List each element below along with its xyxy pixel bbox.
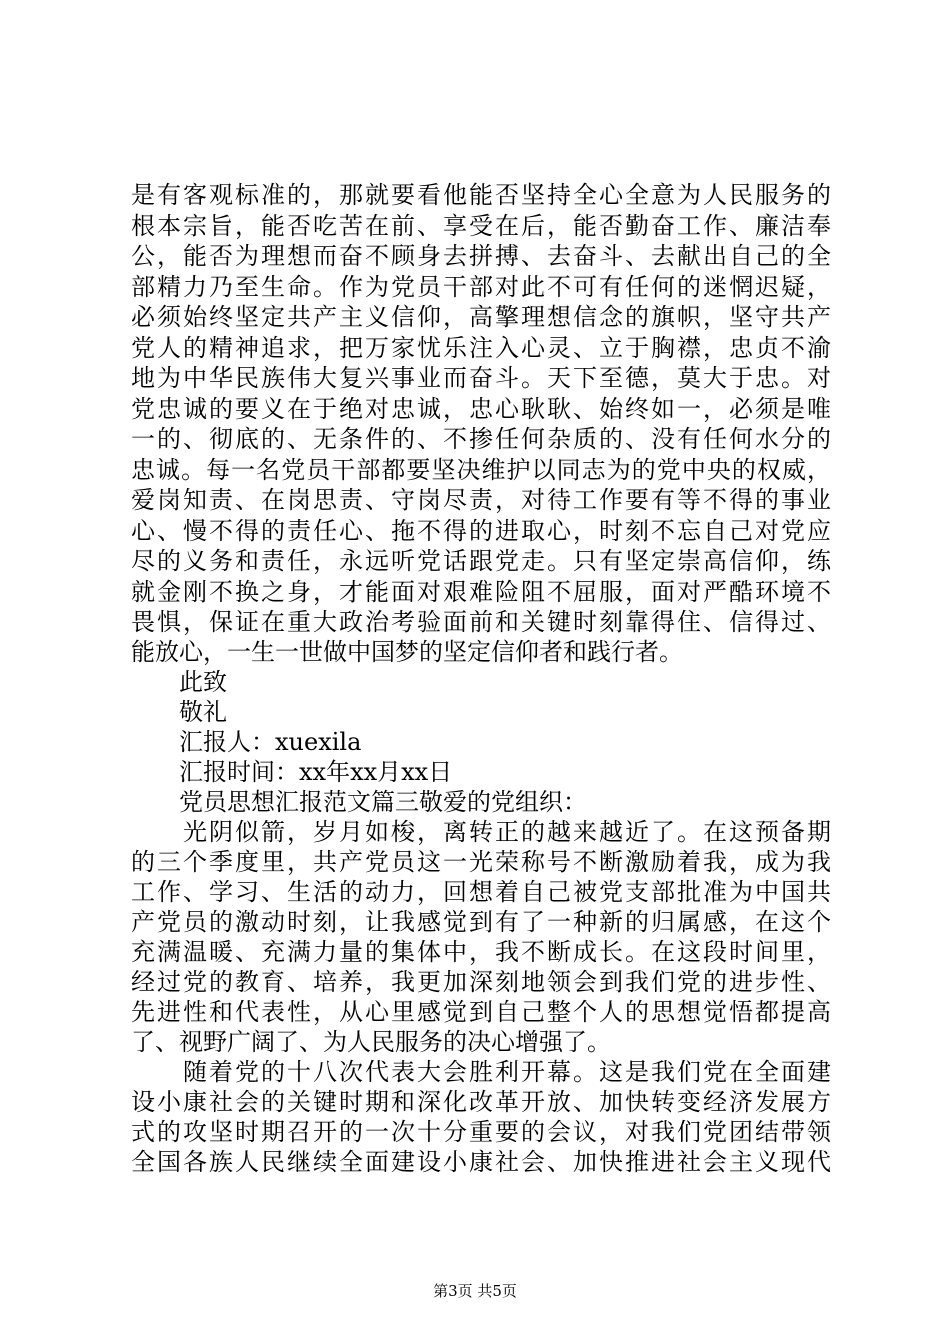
body-text-line: 必须始终坚定共产主义信仰，高擎理想信念的旗帜，坚守共产 [131,303,831,331]
closing-salutation: 此致 [131,668,227,696]
body-text-line: 爱岗知责、在岗思责、守岗尽责，对待工作要有等不得的事业 [131,486,831,514]
body-text-line: 的三个季度里，共产党员这一光荣称号不断激励着我，成为我 [131,848,831,876]
body-text-line: 一的、彻底的、无条件的、不掺任何杂质的、没有任何水分的 [131,425,831,453]
body-text-line: 党人的精神追求，把万家忧乐注入心灵、立于胸襟，忠贞不渝 [131,334,831,362]
body-text-line: 是有客观标准的，那就要看他能否坚持全心全意为人民服务的 [131,181,831,209]
reporter-line: 汇报人：xuexila [131,728,362,756]
body-text-line: 党忠诚的要义在于绝对忠诚，忠心耿耿、始终如一，必须是唯 [131,395,831,423]
body-text-line: 根本宗旨，能否吃苦在前、享受在后，能否勤奋工作、廉洁奉 [131,212,831,240]
body-text-line: 畏惧，保证在重大政治考验面前和关键时刻靠得住、信得过、 [131,608,831,636]
body-text-line: 设小康社会的关键时期和深化改革开放、加快转变经济发展方 [131,1088,831,1116]
page-number-footer: 第3页 共5页 [433,1282,517,1300]
body-text-line: 地为中华民族伟大复兴事业而奋斗。天下至德，莫大于忠。对 [131,364,831,392]
body-text-line: 心、慢不得的责任心、拖不得的进取心，时刻不忘自己对党应 [131,517,831,545]
body-text-line: 式的攻坚时期召开的一次十分重要的会议，对我们党团结带领 [131,1118,831,1146]
body-text-line: 全国各族人民继续全面建设小康社会、加快推进社会主义现代 [131,1148,831,1176]
body-text-line: 公，能否为理想而奋不顾身去拼搏、去奋斗、去献出自己的全 [131,242,831,270]
section-heading: 党员思想汇报范文篇三敬爱的党组织： [131,788,587,816]
body-text-line: 工作、学习、生活的动力，回想着自己被党支部批准为中国共 [131,878,831,906]
body-text-line: 随着党的十八次代表大会胜利开幕。这是我们党在全面建 [131,1058,831,1086]
body-text-line: 经过党的教育、培养，我更加深刻地领会到我们党的进步性、 [131,968,831,996]
body-text-line: 忠诚。每一名党员干部都要坚决维护以同志为的党中央的权威， [131,456,831,484]
body-text-line: 部精力乃至生命。作为党员干部对此不可有任何的迷惘迟疑， [131,273,831,301]
body-text-line: 产党员的激动时刻，让我感觉到有了一种新的归属感，在这个 [131,908,831,936]
body-text-line: 充满温暖、充满力量的集体中，我不断成长。在这段时间里， [131,938,831,966]
body-text-line: 了、视野广阔了、为人民服务的决心增强了。 [131,1028,611,1056]
body-text-line: 先进性和代表性，从心里感觉到自己整个人的思想觉悟都提高 [131,998,831,1026]
closing-salutation: 敬礼 [131,698,227,726]
body-text-line: 能放心，一生一世做中国梦的坚定信仰者和践行者。 [131,638,683,666]
body-text-line: 光阴似箭，岁月如梭，离转正的越来越近了。在这预备期 [131,818,831,846]
body-text-line: 就金刚不换之身，才能面对艰难险阻不屈服，面对严酷环境不 [131,578,831,606]
body-text-line: 尽的义务和责任，永远听党话跟党走。只有坚定崇高信仰，练 [131,547,831,575]
report-date-line: 汇报时间：xx年xx月xx日 [131,758,453,786]
